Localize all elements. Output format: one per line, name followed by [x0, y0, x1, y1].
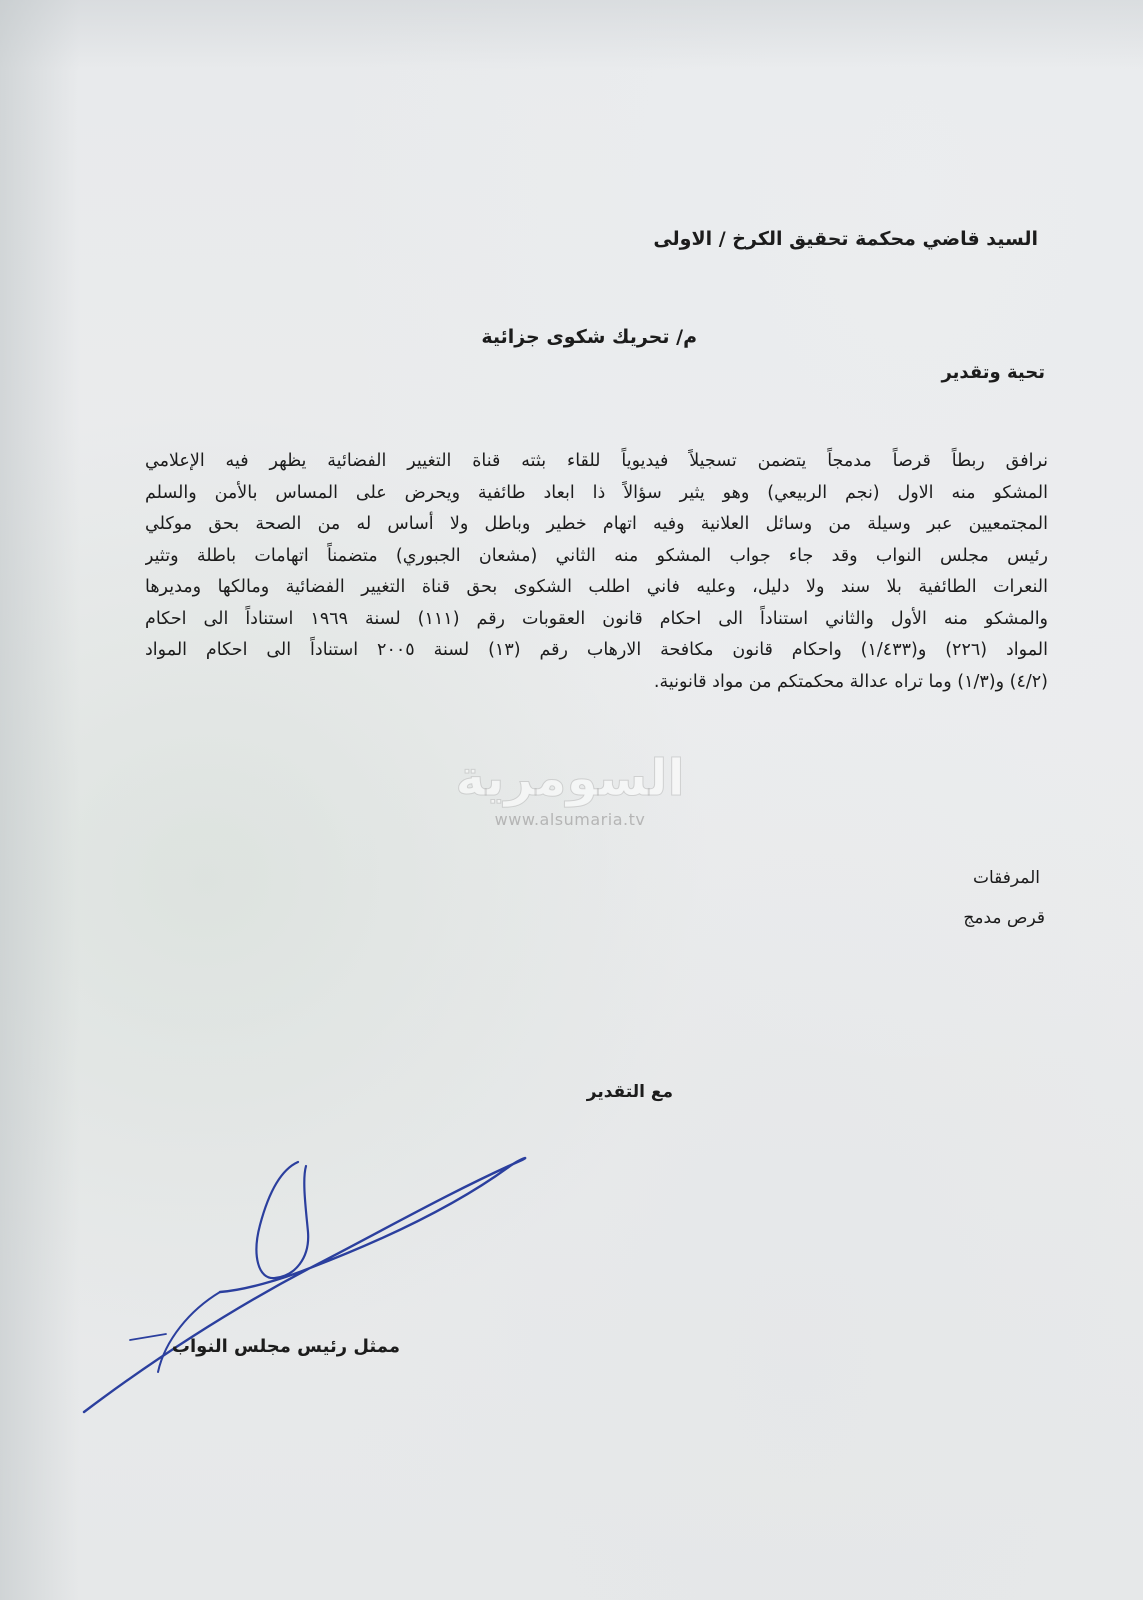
body-line: النعرات الطائفية بلا سند ولا دليل، وعليه فاني اطلب الشكوى بحق قناة التغيير الفضائية ومالكها ومديرها	[145, 577, 1048, 597]
watermark-url: www.alsumaria.tv	[494, 810, 646, 829]
attachments-label: المرفقات	[972, 868, 1040, 888]
scan-shadow-left	[0, 0, 80, 1600]
body-line: المجتمعيين عبر وسيلة من وسائل العلانية وفيه اتهام خطير وباطل ولا أساس له من الصحة بحق موكلي	[145, 514, 1048, 534]
channel-watermark	[440, 748, 700, 858]
body-line: (٤/٢) و(١/٣) وما تراه عدالة محكمتكم من مواد قانونية.	[653, 671, 1048, 692]
handwritten-signature	[70, 1140, 550, 1440]
greeting-line: تحية وتقدير	[941, 362, 1045, 383]
addressee-line: السيد قاضي محكمة تحقيق الكرخ / الاولى	[653, 228, 1038, 250]
signature-tail-stroke	[158, 1292, 220, 1372]
body-line: والمشكو منه الأول والثاني استناداً الى احكام قانون العقوبات رقم (١١١) لسنة ١٩٦٩ استناداً الى احكام	[145, 608, 1048, 629]
signatory-title: ممثل رئيس مجلس النواب	[171, 1336, 400, 1357]
subject-line: م/ تحريك شكوى جزائية	[481, 326, 697, 348]
body-line: نرافق ربطاً قرصاً مدمجاً يتضمن تسجيلاً فيديوياً للقاء بثته قناة التغيير الفضائية يظهر فيه الإعلامي	[145, 451, 1048, 471]
closing-line: مع التقدير	[586, 1082, 673, 1102]
attachment-item: قرص مدمج	[963, 908, 1045, 928]
watermark-logo-text: السومرية	[455, 749, 685, 807]
body-line: المشكو منه الاول (نجم الربيعي) وهو يثير سؤالاً ذا ابعاد طائفية ويحرض على المساس بالأمن والسلم	[145, 482, 1048, 503]
body-line: المواد (٢٢٦) و(١/٤٣٣) واحكام قانون مكافحة الارهاب رقم (١٣) لسنة ٢٠٠٥ استناداً الى احكام المواد	[145, 640, 1048, 660]
signature-loop-stroke	[256, 1162, 308, 1278]
body-line: رئيس مجلس النواب وقد جاء جواب المشكو منه الثاني (مشعان الجبوري) متضمناً اتهامات باطلة وتثير	[145, 545, 1048, 566]
signature-underline-stroke	[130, 1334, 166, 1340]
scan-shadow-top	[0, 0, 1143, 70]
letter-body	[145, 446, 1048, 698]
